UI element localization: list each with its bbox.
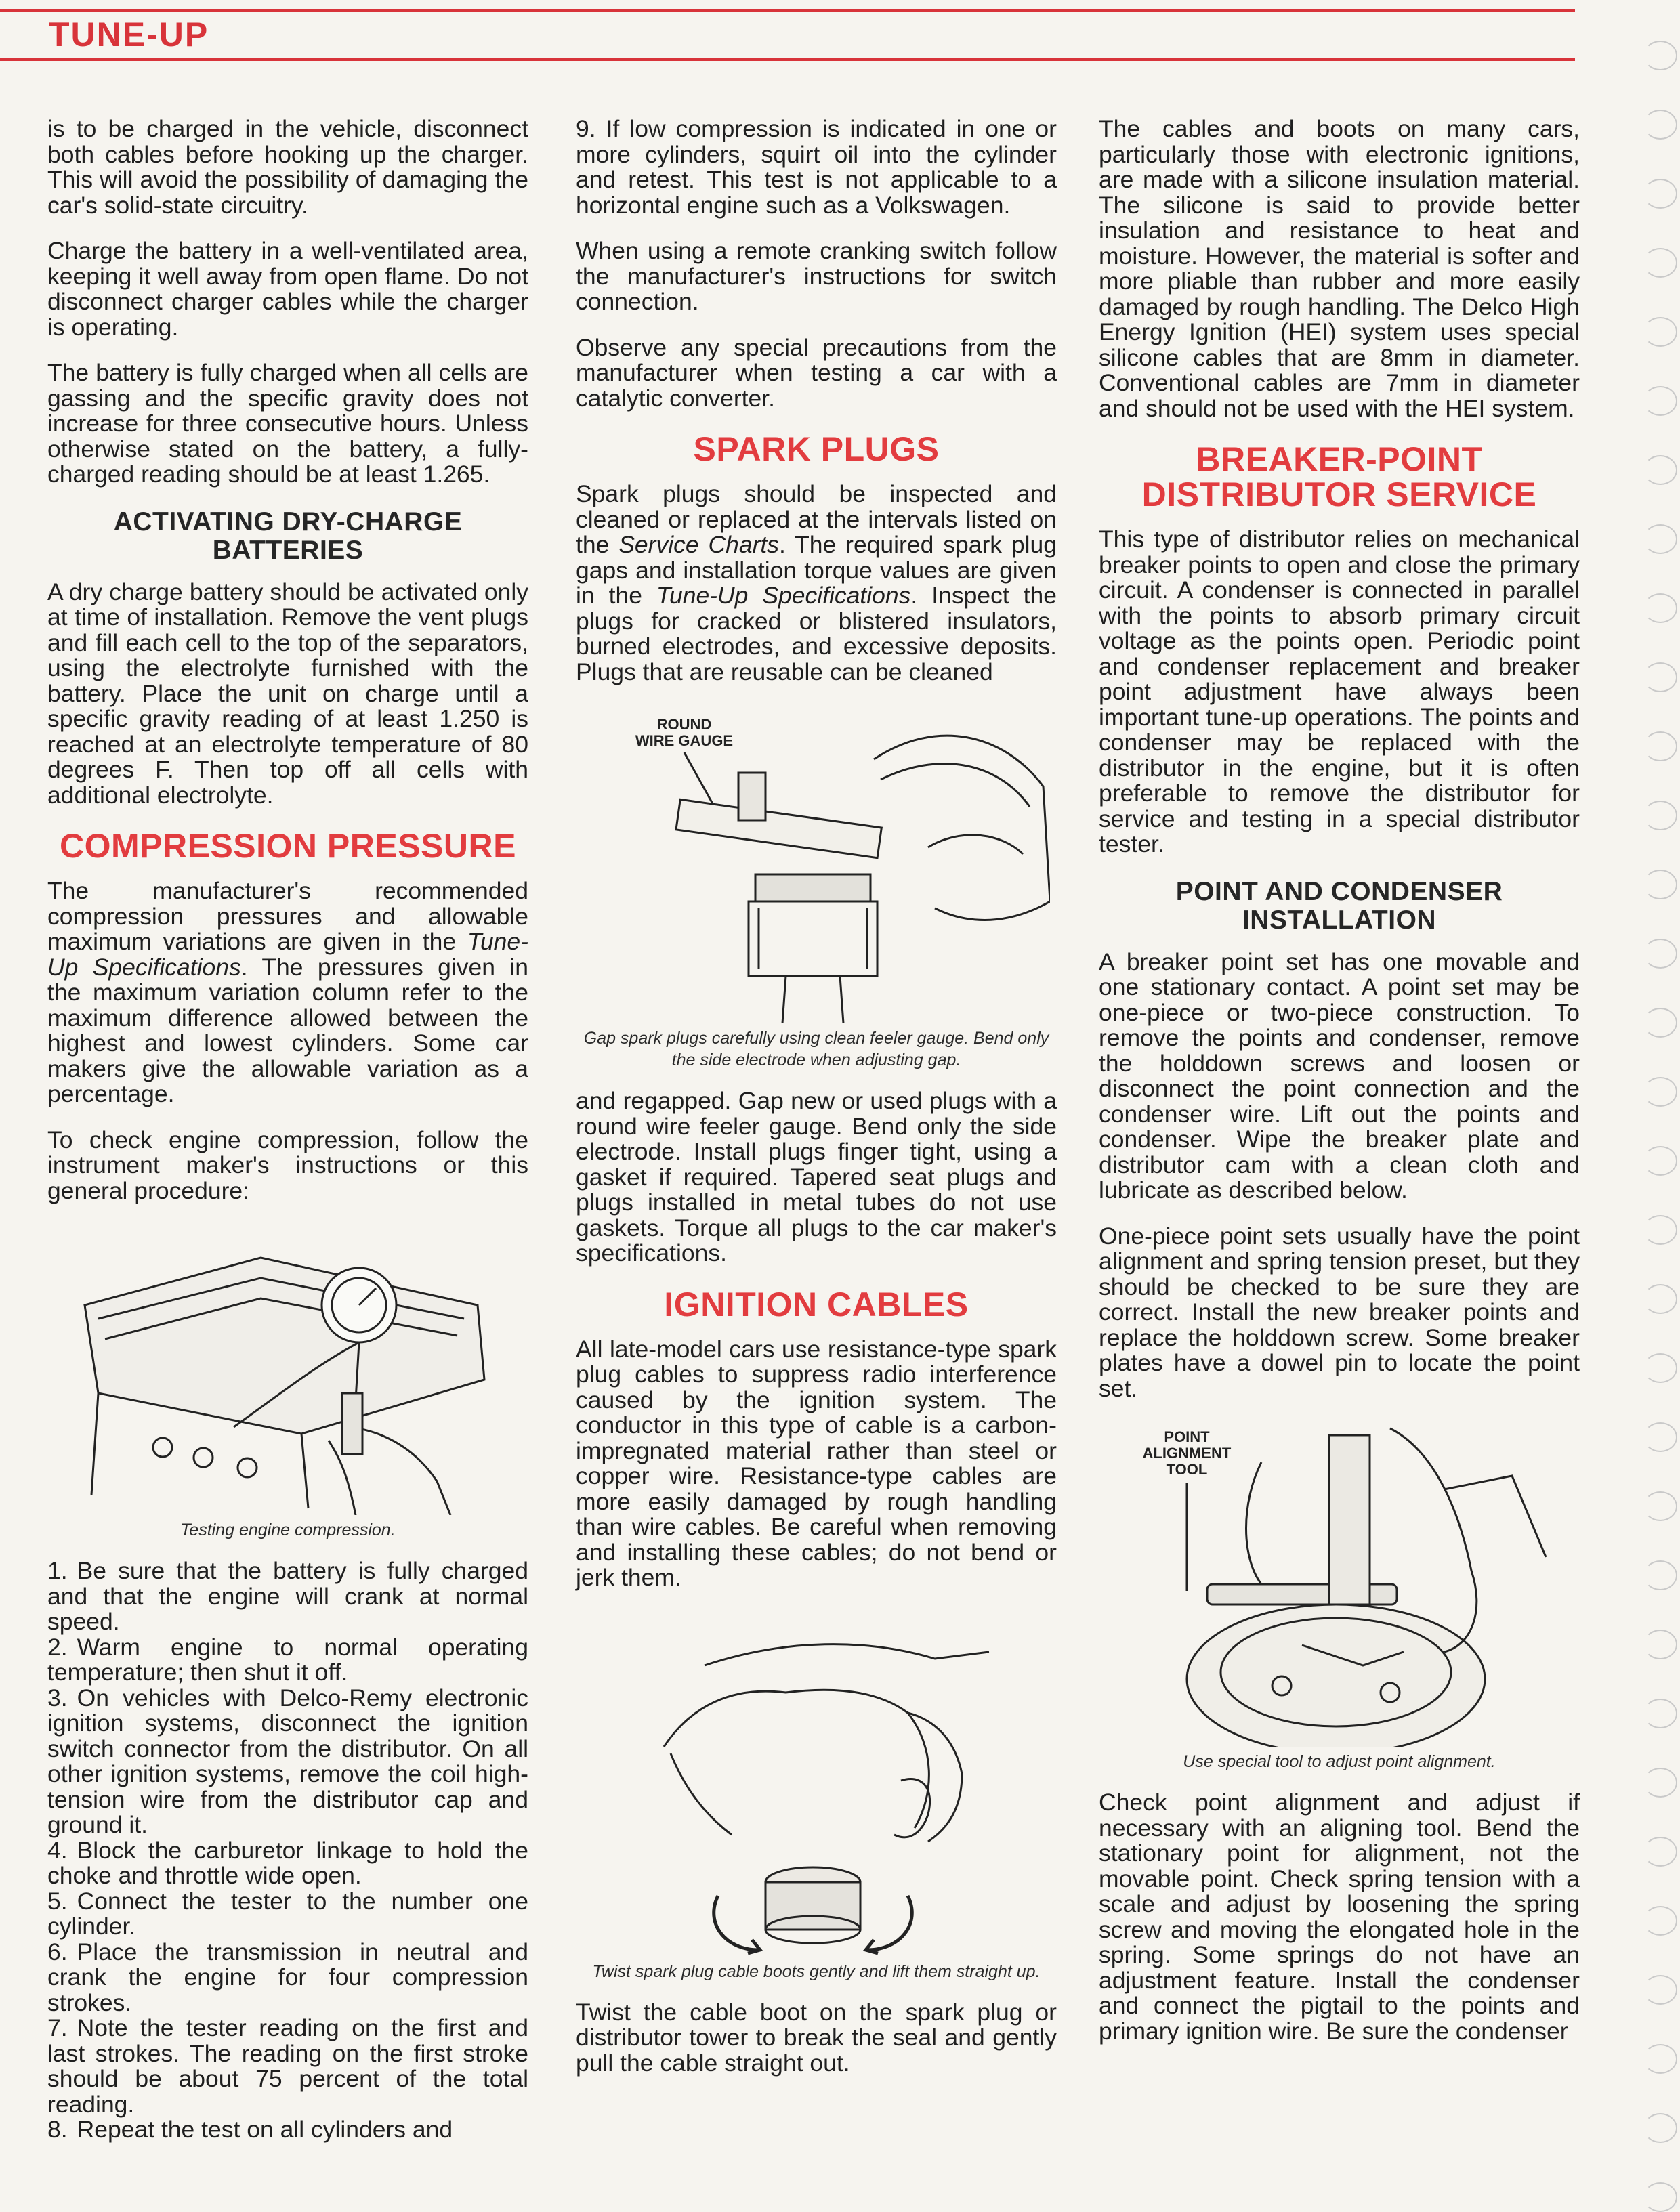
cable-boot-hand-illustration — [583, 1611, 1050, 1957]
binder-hole — [1643, 1353, 1677, 1383]
figure-caption: Use special tool to adjust point alignment. — [1183, 1752, 1496, 1771]
figure-caption: Testing engine compression. — [180, 1520, 396, 1539]
column-2 — [576, 116, 1057, 2096]
heading-compression-pressure: COMPRESSION PRESSURE — [59, 827, 516, 865]
paragraph: To check engine compression, follow the instrument maker's instructions or this general procedure: — [47, 1126, 528, 1204]
paragraph: When using a remote cranking switch follow the manufacturer's instructions for switch connection. — [576, 237, 1057, 315]
binder-holes — [1638, 0, 1680, 2187]
paragraph: Observe any special precautions from the manufacturer when testing a car with a catalytic converter. — [576, 333, 1057, 412]
figure-caption: Twist spark plug cable boots gently and lift them straight up. — [592, 1961, 1041, 1981]
binder-hole — [1643, 1215, 1677, 1245]
binder-hole — [1643, 731, 1677, 761]
heading-point-condenser-installation: POINT AND CONDENSER INSTALLATION — [1175, 876, 1503, 935]
heading-ignition-cables: IGNITION CABLES — [664, 1285, 969, 1323]
binder-hole — [1643, 1422, 1677, 1452]
binder-hole — [1643, 41, 1677, 70]
paragraph: One-piece point sets usually have the point alignment and spring tension preset, but they should be checked to be sure they are correct. Install the new breaker points and replace the holddown screw. Some breaker plates have a dowel pin to locate the point set. — [1099, 1222, 1580, 1402]
binder-hole — [1643, 317, 1677, 347]
binder-hole — [1643, 593, 1677, 623]
binder-hole — [1643, 2113, 1677, 2143]
list-item: 4. Block the carburetor linkage to hold the choke and throttle wide open. — [47, 1836, 528, 1889]
binder-hole — [1643, 1146, 1677, 1176]
figure-compression-test — [47, 1224, 528, 1541]
binder-hole — [1643, 801, 1677, 830]
figure-label: ROUND — [656, 716, 712, 733]
binder-hole — [1643, 1077, 1677, 1107]
figure-label: POINT — [1164, 1428, 1210, 1445]
svg-text:ALIGNMENT: ALIGNMENT — [1142, 1445, 1232, 1462]
svg-text:WIRE GAUGE: WIRE GAUGE — [635, 732, 734, 749]
binder-hole — [1643, 1699, 1677, 1728]
spark-plug-gauge-illustration — [583, 705, 1050, 1023]
binder-hole — [1643, 524, 1677, 554]
binder-hole — [1643, 1975, 1677, 2005]
paragraph: This type of distributor relies on mechanical breaker points to open and close the primary circuit. A condenser is connected in parallel with the points to absorb primary circuit voltage as the points open. Periodic point and condenser replacement and breaker point adjustment have always been important tune-up operations. The points and condenser may be replaced with the distributor in the engine, but it is often preferable to remove the distributor for service and testing in a special distributor tester. — [1099, 526, 1580, 857]
paragraph: The battery is fully charged when all cells are gassing and the specific gravity does not increase for three consecutive hours. Unless otherwise stated on the battery, a fully-charged reading should be at least 1.265. — [47, 359, 528, 488]
paragraph: Twist the cable boot on the spark plug or distributor tower to break the seal and gently pull the cable straight out. — [576, 1998, 1057, 2077]
engine-compression-illustration — [58, 1224, 518, 1515]
paragraph: The manufacturer's recommended compression pressures and allowable maximum variations are given in the Tune-Up Specifications. The pressures given in the maximum variation column refer to the maximum difference allowed between the highest and lowest cylinders. Some car makers give the allowable variation as a percentage. — [47, 877, 528, 1107]
heading-spark-plugs: SPARK PLUGS — [693, 430, 940, 468]
list-item: 7. Note the tester reading on the first and last strokes. The reading on the first stroke should be about 75 percent of the total reading. — [47, 2014, 528, 2118]
header-bottom-rule — [0, 58, 1575, 61]
binder-hole — [1643, 386, 1677, 416]
binder-hole — [1643, 870, 1677, 899]
binder-hole — [1643, 1837, 1677, 1867]
point-alignment-tool-illustration — [1106, 1422, 1573, 1747]
paragraph: A dry charge battery should be activated only at time of installation. Remove the vent plugs and fill each cell to the top of the separators, using the electrolyte furnished with the battery. Place the unit on charge until a specific gravity reading of at least 1.250 is reached at an electrolyte temperature of 80 degrees F. Then top off all cells with additional electrolyte. — [47, 578, 528, 809]
paragraph: The cables and boots on many cars, particularly those with electronic ignitions, are made with a silicone insulation material. The silicone is said to provide better insulation and resistance to heat and moisture. However, the material is softer and more pliable than rubber and more easily damaged by rough handling. The Delco High Energy Ignition (HEI) system uses special silicone cables that are 8mm in diameter. Conventional cables are 7mm in diameter and should not be used with the HEI system. — [1099, 115, 1580, 422]
paragraph: is to be charged in the vehicle, disconnect both cables before hooking up the charger. This will avoid the possibility of damaging the car's solid-state circuitry. — [47, 115, 528, 219]
binder-hole — [1643, 1906, 1677, 1936]
heading-activating-dry-charge: ACTIVATING DRY-CHARGE BATTERIES — [113, 507, 463, 565]
column-3 — [1099, 116, 1580, 2064]
column-1 — [47, 116, 528, 2143]
figure-point-alignment — [1099, 1422, 1580, 1772]
list-item: 5. Connect the tester to the number one cylinder. — [47, 1887, 528, 1940]
list-item: 3. On vehicles with Delco-Remy electronic ignition systems, disconnect the ignition switch connector from the distributor. On all other ignition systems, remove the coil high-tension wire from the distributor cap and ground it. — [47, 1684, 528, 1838]
svg-text:TOOL: TOOL — [1166, 1461, 1208, 1478]
binder-hole — [1643, 1560, 1677, 1590]
paragraph: Charge the battery in a well-ventilated area, keeping it well away from open flame. Do not disconnect charger cables while the charger is operating. — [47, 237, 528, 341]
binder-hole — [1643, 1284, 1677, 1314]
list-item: 6. Place the transmission in neutral and crank the engine for four compression strokes. — [47, 1938, 528, 2016]
page-header — [0, 0, 1575, 68]
binder-hole — [1643, 1491, 1677, 1521]
list-item: 2. Warm engine to normal operating temperature; then shut it off. — [47, 1633, 528, 1686]
binder-hole — [1643, 110, 1677, 140]
figure-cable-boot — [576, 1611, 1057, 1982]
header-top-rule — [0, 9, 1575, 12]
binder-hole — [1643, 1768, 1677, 1798]
section-label: TUNE-UP — [49, 16, 209, 54]
binder-hole — [1643, 179, 1677, 209]
paragraph: Spark plugs should be inspected and cleaned or replaced at the intervals listed on the Service Charts. The required spark plug gaps and installation torque values are given in the Tune-Up Specifications. Inspect the plugs for cracked or blistered insulators, burned electrodes, and excessive deposits. Plugs that are reusable can be cleaned — [576, 480, 1057, 685]
list-item: 8. Repeat the test on all cylinders and — [47, 2116, 453, 2143]
paragraph: and regapped. Gap new or used plugs with a round wire feeler gauge. Bend only the side electrode. Install plugs finger tight, using a gasket if required. Tapered seat plugs and plugs installed in metal tubes do not use gaskets. Torque all plugs to the car maker's specifications. — [576, 1087, 1057, 1267]
binder-hole — [1643, 2044, 1677, 2074]
paragraph: Check point alignment and adjust if necessary with an aligning tool. Bend the stationary point for alignment, not the movable point. Check spring tension with a scale and adjust by loosening the spring screw and moving the elongated hole in the spring. Some springs do not have an adjustment feature. Install the condenser and connect the pigtail to the points and primary ignition wire. Be sure the condenser — [1099, 1789, 1580, 2045]
binder-hole — [1643, 455, 1677, 485]
heading-breaker-point-service: BREAKER-POINT DISTRIBUTOR SERVICE — [1141, 440, 1537, 513]
binder-hole — [1643, 248, 1677, 278]
binder-hole — [1643, 1630, 1677, 1659]
paragraph: A breaker point set has one movable and one stationary contact. A point set may be one-piece or two-piece construction. To remove the points and condenser, remove the holddown screws and loosen or disconnect the point connection and the condenser wire. Lift out the points and condenser. Wipe the breaker plate and distributor cam with a clean cloth and lubricate as described below. — [1099, 948, 1580, 1204]
figure-spark-plug-gap — [576, 705, 1057, 1071]
paragraph: 9. If low compression is indicated in one or more cylinders, squirt oil into the cylinder and retest. This test is not applicable to a horizontal engine such as a Volkswagen. — [576, 115, 1057, 219]
binder-hole — [1643, 662, 1677, 692]
figure-caption: Gap spark plugs carefully using clean feeler gauge. Bend only the side electrode when adjusting gap. — [583, 1029, 1049, 1069]
paragraph: All late-model cars use resistance-type spark plug cables to suppress radio interference caused by the ignition system. The conductor in this type of cable is a carbon-impregnated material rather than steel or copper wire. Resistance-type cables are more easily damaged by rough handling than wire cables. Be careful when removing and installing these cables; do not bend or jerk them. — [576, 1335, 1057, 1591]
procedure-steps — [47, 1558, 528, 2143]
list-item: 1. Be sure that the battery is fully charged and that the engine will crank at normal speed. — [47, 1557, 528, 1635]
binder-hole — [1643, 1008, 1677, 1038]
binder-hole — [1643, 939, 1677, 969]
